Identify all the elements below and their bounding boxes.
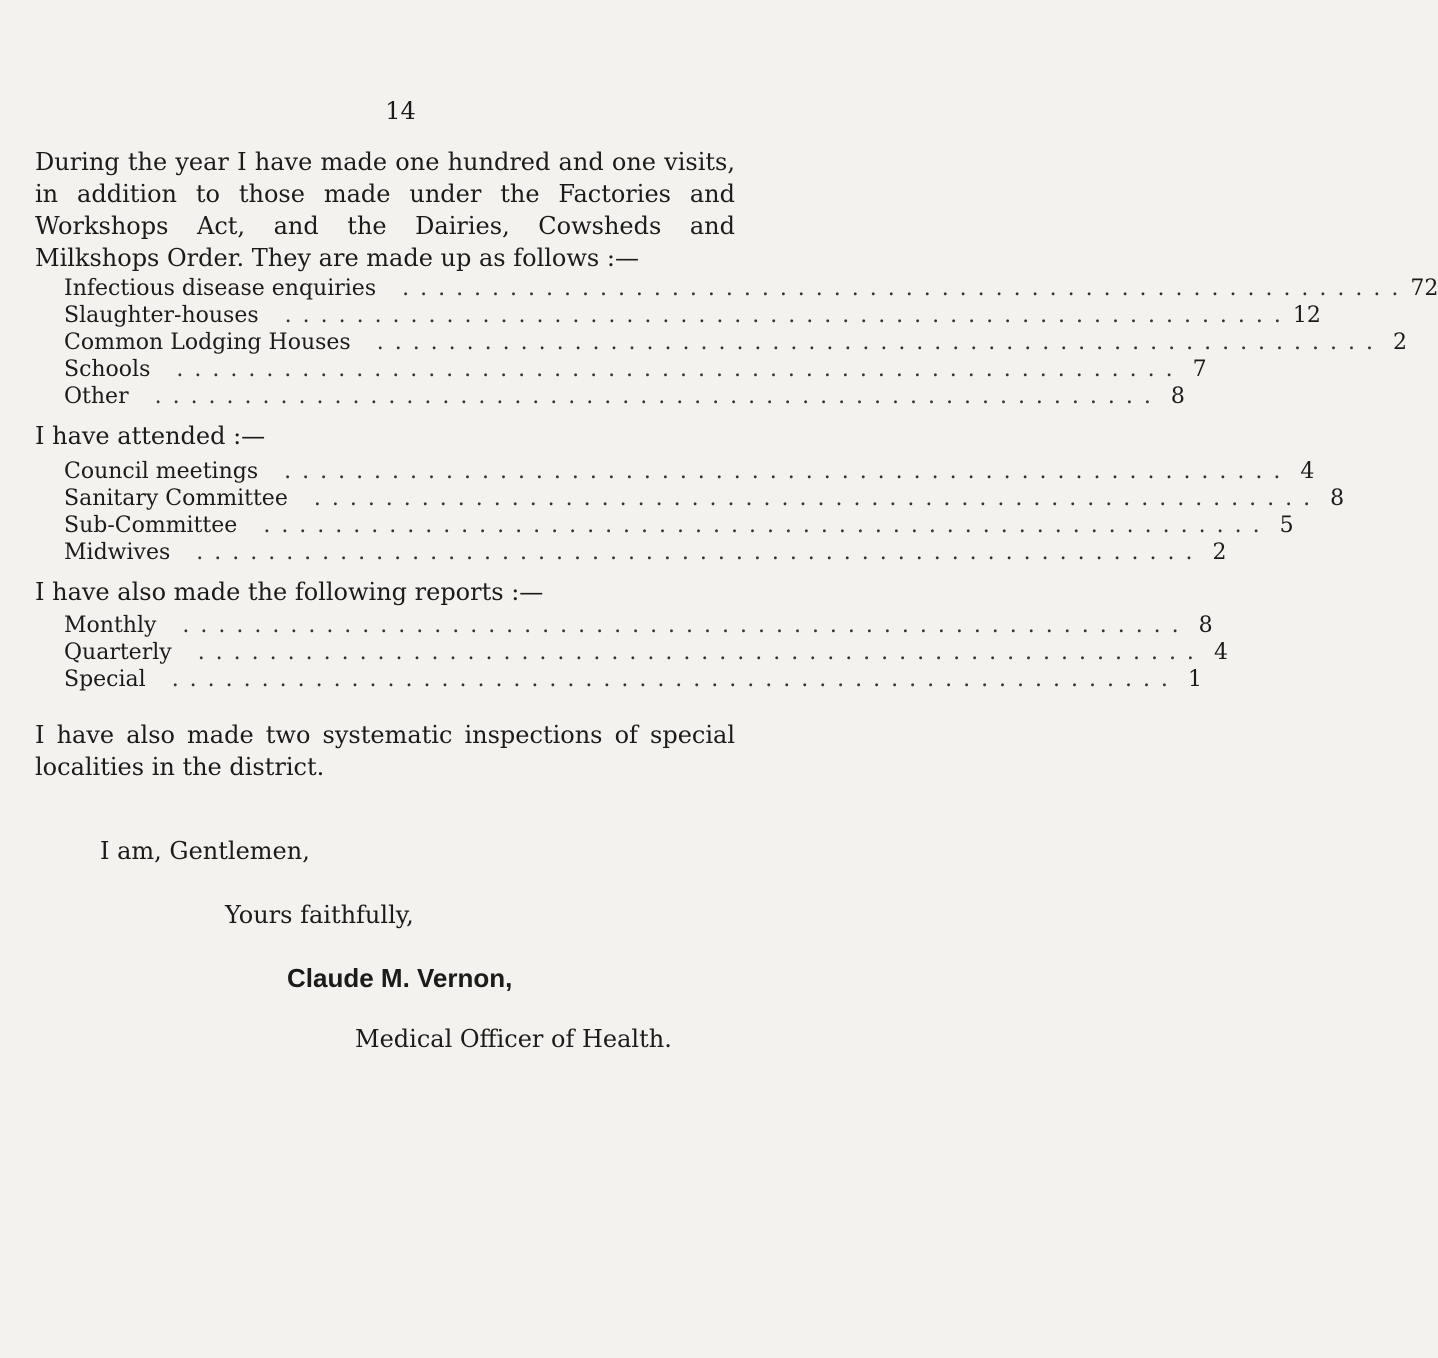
inspections-paragraph: I have also made two systematic inspections of special localities in the district.: [35, 721, 735, 781]
list-item: [64, 275, 1438, 302]
item-label: Infectious disease enquiries: [64, 276, 377, 301]
item-label: Monthly: [64, 613, 157, 638]
item-value: 4: [1213, 640, 1228, 665]
signature-name: Claude M. Vernon,: [287, 963, 513, 993]
dot-leader: . . . . . . . . . . . . . . . . . . . . . . . . . . . . . . . . . . . . . . . . . . . . . . . . . . . . . . . .: [313, 486, 1313, 511]
item-value: 8: [1198, 613, 1213, 638]
reports-heading: I have also made the following reports :—: [35, 578, 544, 606]
item-label: Common Lodging Houses: [64, 330, 351, 355]
item-label: Sanitary Committee: [64, 486, 288, 511]
item-value: 8: [1330, 486, 1345, 511]
list-item: [64, 458, 1315, 485]
list-item: [64, 512, 1294, 539]
intro-paragraph: During the year I have made one hundred and one visits, in addition to those made under the Factories and Workshops Act, and the Dairies, Cowsheds and Milkshops Order. They are made up as follows :—: [35, 148, 735, 272]
item-value: 4: [1300, 459, 1315, 484]
list-item: [64, 539, 1227, 566]
item-label: Quarterly: [64, 640, 172, 665]
attended-list: [64, 458, 1345, 566]
dot-leader: . . . . . . . . . . . . . . . . . . . . . . . . . . . . . . . . . . . . . . . . . . . . . . . . . . . . . . . .: [196, 540, 1195, 565]
reports-list: [64, 612, 1228, 693]
dot-leader: . . . . . . . . . . . . . . . . . . . . . . . . . . . . . . . . . . . . . . . . . . . . . . . . . . . . . . . .: [263, 513, 1262, 538]
dot-leader: . . . . . . . . . . . . . . . . . . . . . . . . . . . . . . . . . . . . . . . . . . . . . . . . . . . . . . . .: [182, 613, 1181, 638]
item-value: 8: [1170, 384, 1185, 409]
list-item: [64, 666, 1202, 693]
list-item: [64, 356, 1207, 383]
dot-leader: . . . . . . . . . . . . . . . . . . . . . . . . . . . . . . . . . . . . . . . . . . . . . . . . . . . . . . . .: [176, 357, 1175, 382]
item-value: 1: [1187, 667, 1202, 692]
list-item: [64, 485, 1345, 512]
dot-leader: . . . . . . . . . . . . . . . . . . . . . . . . . . . . . . . . . . . . . . . . . . . . . . . . . . . . . . . .: [197, 640, 1196, 665]
dot-leader: . . . . . . . . . . . . . . . . . . . . . . . . . . . . . . . . . . . . . . . . . . . . . . . . . . . . . . . .: [171, 667, 1170, 692]
signature-title: Medical Officer of Health.: [355, 1025, 672, 1053]
dot-leader: . . . . . . . . . . . . . . . . . . . . . . . . . . . . . . . . . . . . . . . . . . . . . . . . . . . . . . . .: [284, 459, 1283, 484]
item-label: Special: [64, 667, 146, 692]
attended-heading: I have attended :—: [35, 422, 266, 450]
item-value: 7: [1192, 357, 1207, 382]
item-value: 2: [1392, 330, 1407, 355]
item-value: 2: [1212, 540, 1227, 565]
list-item: [64, 383, 1185, 410]
item-label: Slaughter-houses: [64, 303, 259, 328]
valediction: Yours faithfully,: [225, 901, 414, 929]
item-label: Other: [64, 384, 129, 409]
list-item: [64, 612, 1213, 639]
visits-list: [64, 275, 1438, 410]
item-value: 5: [1279, 513, 1294, 538]
page-number: 14: [385, 97, 416, 125]
dot-leader: . . . . . . . . . . . . . . . . . . . . . . . . . . . . . . . . . . . . . . . . . . . . . . . . . . . . . . . .: [376, 330, 1375, 355]
list-item: [64, 329, 1407, 356]
list-item: [64, 302, 1321, 329]
item-label: Midwives: [64, 540, 171, 565]
dot-leader: . . . . . . . . . . . . . . . . . . . . . . . . . . . . . . . . . . . . . . . . . . . . . . . . . . . . . . . .: [154, 384, 1153, 409]
item-label: Schools: [64, 357, 151, 382]
list-item: [64, 639, 1228, 666]
dot-leader: . . . . . . . . . . . . . . . . . . . . . . . . . . . . . . . . . . . . . . . . . . . . . . . . . . . . . . . .: [284, 303, 1283, 328]
item-label: Sub-Committee: [64, 513, 238, 538]
salutation: I am, Gentlemen,: [100, 837, 310, 865]
item-value: 12: [1292, 303, 1321, 328]
item-label: Council meetings: [64, 459, 259, 484]
item-value: 72: [1410, 276, 1438, 301]
dot-leader: . . . . . . . . . . . . . . . . . . . . . . . . . . . . . . . . . . . . . . . . . . . . . . . . . . . . . . . .: [402, 276, 1401, 301]
